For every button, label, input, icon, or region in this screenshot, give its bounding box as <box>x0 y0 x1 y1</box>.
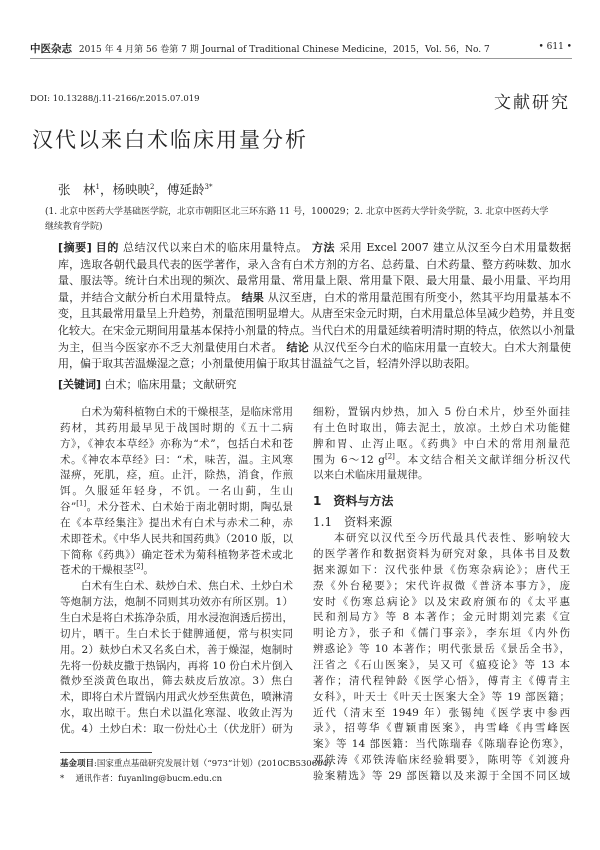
text-run: 。本文结合相关文献详细分析汉代 <box>394 453 570 466</box>
text-run: 汪省之《石山医案》，吴又可《瘟疫论》等 13 本 <box>313 658 570 671</box>
text-run: 用，偏于取其苦温燥湿之意；小剂量使用偏于取其甘温益气之旨，轻清外浮以助表阳。 <box>58 357 476 371</box>
doi[interactable]: DOI: 10.13288/j.11-2166/r.2015.07.019 <box>30 94 200 104</box>
affiliation-line: 继续教育学院) <box>45 222 103 232</box>
text-run: 本研究以汉代至今历代最具代表性、影响较大 <box>334 532 570 545</box>
text-line <box>60 611 293 627</box>
subsection-heading: 1.1 资料来源 <box>313 515 393 530</box>
text-run: 脾和胃、止泻止呕。《药典》中白术的常用剂量范 <box>313 437 570 450</box>
journal-name: 中医杂志 <box>30 43 72 55</box>
text-run: 白术有生白术、麸炒白术、焦白术、土炒白术 <box>81 580 293 593</box>
citation-ref: [2] <box>133 562 144 571</box>
text-line <box>60 706 293 722</box>
author <box>167 182 212 197</box>
text-run: 辨惑论》等 10 本著作；明代张景岳《景岳全书》， <box>313 643 570 656</box>
text-run: 优。4）土炒白术：取一份灶心土（伏龙肝）研为 <box>60 722 293 735</box>
text-line <box>60 548 293 564</box>
text-run: 术即苍术。《中华人民共和国药典》（2010 版，以 <box>60 532 293 545</box>
footnotes <box>60 757 331 787</box>
text-line <box>60 690 293 706</box>
author-name: 张 林 <box>58 182 96 197</box>
header-rule <box>30 58 572 59</box>
text-run: 著作；清代程钟龄《医学心悟》，傅青主《傅青主 <box>313 674 570 687</box>
corresponding-author-note: * 通讯作者：fuyanling@bucm.edu.cn <box>60 774 223 784</box>
text-run: 为主，但当今医家亦不乏大剂量使用白术者。 <box>58 340 287 354</box>
text-run: 验案精选》等 29 部医籍以及来源于全国不同区域 <box>313 769 570 782</box>
text-line <box>313 437 570 453</box>
text-run: 。 <box>143 564 154 577</box>
abstract-line <box>58 340 571 357</box>
text-line <box>60 595 293 611</box>
text-run: 总结汉代以来白术的临床用量特点。 <box>118 241 312 254</box>
abstract <box>58 240 575 373</box>
text-line <box>60 627 293 643</box>
text-line <box>60 500 293 516</box>
text-run: 用。2）麸炒白术又名炙白术，善于燥湿，炮制时 <box>60 643 293 656</box>
article-title: 汉代以来白术临床用量分析 <box>32 128 308 152</box>
text-run: 民和剂局方》等 8 本著作；金元时期刘完素《宣 <box>313 611 570 624</box>
abstract-line <box>58 240 571 257</box>
text-run: 方》，《神农本草经》亦称为“术”，包括白术和苍 <box>60 437 293 450</box>
abstract-label: 方法 <box>311 241 336 254</box>
text-line <box>313 706 570 722</box>
keywords-label: [关键词] <box>58 378 102 391</box>
author-affiliation-mark: 1 <box>95 182 100 191</box>
page-number: • 611 • <box>534 42 572 52</box>
author-separator: ， <box>99 182 113 197</box>
text-run: 明论方》，张子和《儒门事亲》，李东垣《内外伤 <box>313 627 570 640</box>
text-line <box>313 626 570 642</box>
text-run: 微炒至淡黄色取出，筛去麸皮后放凉。3）焦白 <box>60 675 293 688</box>
text-run: 谷” <box>60 501 77 514</box>
funding-text: :国家重点基础研究发展计划（“973”计划）(2010CB530604) <box>94 759 332 769</box>
text-line <box>313 421 570 437</box>
author-affiliation-mark: 3* <box>204 182 213 191</box>
text-run: 等炮制方法，炮制不同则其功效亦有所区别。1） <box>60 596 293 609</box>
text-line <box>313 453 570 469</box>
text-run: 焘《外台秘要》；宋代许叔微《普济本事方》，庞 <box>313 579 570 592</box>
text-run: 据来源如下：汉代张仲景《伤寒杂病论》；唐代王 <box>313 563 570 576</box>
citation-ref: [2] <box>384 452 395 461</box>
text-line <box>60 532 293 548</box>
text-run: 苍术的干燥根茎 <box>60 564 134 577</box>
text-run: 的医学著作和数据资料为研究对象，具体书目及数 <box>313 548 570 561</box>
abstract-line <box>58 273 571 290</box>
footnote-rule <box>60 752 152 753</box>
text-line <box>60 579 293 595</box>
text-line <box>313 674 570 690</box>
text-line <box>313 769 570 785</box>
body-column-right <box>313 405 570 785</box>
text-run: 案》等 14 部医籍：当代陈瑞春《陈瑞春论伤寒》， <box>313 738 570 751</box>
section-heading: 1 资料与方法 <box>313 494 394 509</box>
text-run: 录》，招萼华《曹颖甫医案》，冉雪峰《冉雪峰医 <box>313 722 570 735</box>
abstract-line <box>58 306 575 323</box>
text-run: 有土色时取出，筛去泥土，放凉。土炒白术功能健 <box>313 421 570 434</box>
text-line <box>313 547 570 563</box>
issue-info: 2015 年 4 月第 56 卷第 7 期 Journal of Traditional Chinese Medicine，2015，Vol. 56，No. 7 <box>78 45 490 55</box>
text-line <box>60 659 293 675</box>
text-line <box>60 484 293 500</box>
text-line <box>313 737 570 753</box>
text-line <box>60 674 293 690</box>
author <box>113 182 155 197</box>
text-run: 量、服法等。统计白术出现的频次、最常用量、常用量上限、常用量下限、最大用量、最小用量、平均用 <box>58 274 571 288</box>
abstract-label: 目的 <box>95 241 119 254</box>
text-run: 近代（清末至 1949 年）张锡纯《医学衷中参西 <box>313 706 570 719</box>
citation-ref: [1] <box>76 499 87 508</box>
body-column-left <box>60 405 293 738</box>
text-line <box>313 405 570 421</box>
affiliations <box>45 205 572 235</box>
running-header <box>30 41 572 57</box>
abstract-line <box>58 290 571 307</box>
text-line <box>60 722 293 738</box>
text-run: 在《本草经集注》提出术有白术与赤术二种，赤 <box>60 516 293 529</box>
text-run: 湿痹，死肌，痉，疸。止汗，除热，消食，作煎 <box>60 469 293 482</box>
abstract-line <box>58 323 575 340</box>
text-line <box>60 437 293 453</box>
abstract-line <box>58 356 571 373</box>
text-run: 采用 Excel 2007 建立从汉至今白术用量数据 <box>335 241 572 254</box>
funding-label: 基金项目 <box>60 759 95 769</box>
text-run: 术，即将白术片置锅内用武火炒至焦黄色，喷淋清 <box>60 691 293 704</box>
text-line <box>313 579 570 595</box>
section-label: 文献研究 <box>494 93 570 113</box>
author-name: 傅延龄 <box>167 182 205 197</box>
text-line <box>313 753 570 769</box>
text-line <box>313 658 570 674</box>
text-run: 。术分苍术、白术始于南北朝时期，陶弘景 <box>86 501 294 514</box>
text-line <box>313 563 570 579</box>
text-run: 生白术是将白术拣净杂质，用水浸泡润透后捞出， <box>60 611 293 624</box>
text-run: 邓铁涛《邓铁涛临床经验辑要》，陈明等《刘渡舟 <box>313 754 570 767</box>
author-separator: ， <box>154 182 167 197</box>
text-run: 安时《伤寒总病论》以及宋政府颁布的《太平惠 <box>313 595 570 608</box>
text-run: 化较大。在宋金元期间用量基本保持小剂量的特点。当代白术的用量延续着明清时期的特点，依然以小剂量 <box>58 323 575 337</box>
text-run: 以来白术临床用量规律。 <box>313 469 429 482</box>
text-line <box>60 563 293 579</box>
text-line <box>60 643 293 659</box>
text-line <box>313 642 570 658</box>
text-run: 下简称《药典》）确定苍术为菊科植物茅苍术或北 <box>60 548 293 561</box>
text-line <box>60 516 293 532</box>
affiliation-line: (1. 北京中医药大学基础医学院，北京市朝阳区北三环东路 11 号，100029；2. 北京中医药大学针灸学院，3. 北京中医药大学 <box>45 207 549 217</box>
text-run: 细粉，置锅内炒热，加入 5 份白术片，炒至外面挂 <box>313 406 570 418</box>
text-run: 白术为菊科植物白术的干燥根茎，是临床常用 <box>81 406 293 418</box>
author <box>58 182 100 197</box>
text-line <box>313 468 570 484</box>
keywords <box>58 376 237 392</box>
author-list <box>58 180 212 198</box>
text-line <box>60 468 293 484</box>
text-run: 从汉至唐，白术的常用量范围有所变小，然其平均用量基本不 <box>264 290 571 304</box>
text-run: 术。《神农本草经》曰：“术，味苦，温。主风寒 <box>60 453 293 466</box>
text-line <box>313 690 570 706</box>
abstract-label: 结果 <box>241 290 265 304</box>
text-line <box>60 405 293 421</box>
text-line <box>313 531 570 547</box>
abstract-label: [摘要] <box>58 241 92 254</box>
text-run: 饵。久服延年轻身，不饥。一名山蓟，生山 <box>60 485 293 498</box>
text-line <box>313 610 570 626</box>
text-line <box>60 421 293 437</box>
text-run: 先将一份麸皮撒于热锅内，再将 10 份白术片倒入 <box>60 659 293 672</box>
abstract-line <box>58 257 571 274</box>
author-name: 杨映映 <box>112 182 151 197</box>
funding-note <box>60 757 331 772</box>
text-run: 水，取出晾干。焦白术以温化寒湿、收敛止泻为 <box>60 707 293 720</box>
text-run: 库，选取各朝代最具代表的医学著作，录入含有白术方剂的方名、总药量、白术药量、整方药味数、加水 <box>58 257 571 271</box>
text-line <box>60 453 293 469</box>
text-line <box>313 721 570 737</box>
author-affiliation-mark: 2 <box>150 182 155 191</box>
text-run: 切片，晒干。生白术长于健脾通便，常与枳实同 <box>60 627 293 640</box>
text-run: 变，且其最常用量呈上升趋势，剂量范围明显增大。从唐至宋金元时期，白术用量总体呈减少趋势，并且变 <box>58 307 575 321</box>
text-run: 从汉代至今白术的临床用量一直较大。白术大剂量使 <box>309 340 572 354</box>
abstract-label: 结论 <box>286 340 310 354</box>
keywords-text: 白术；临床用量；文献研究 <box>101 378 237 391</box>
text-run: 女科》，叶天士《叶天士医案大全》等 19 部医籍； <box>313 690 570 703</box>
text-run: 药材，其药用最早见于战国时期的《五十二病 <box>60 421 293 434</box>
text-run: 量，并结合文献分析白术用量特点。 <box>58 290 242 304</box>
text-line <box>313 595 570 611</box>
text-run: 围为 6～12 g <box>313 453 385 466</box>
